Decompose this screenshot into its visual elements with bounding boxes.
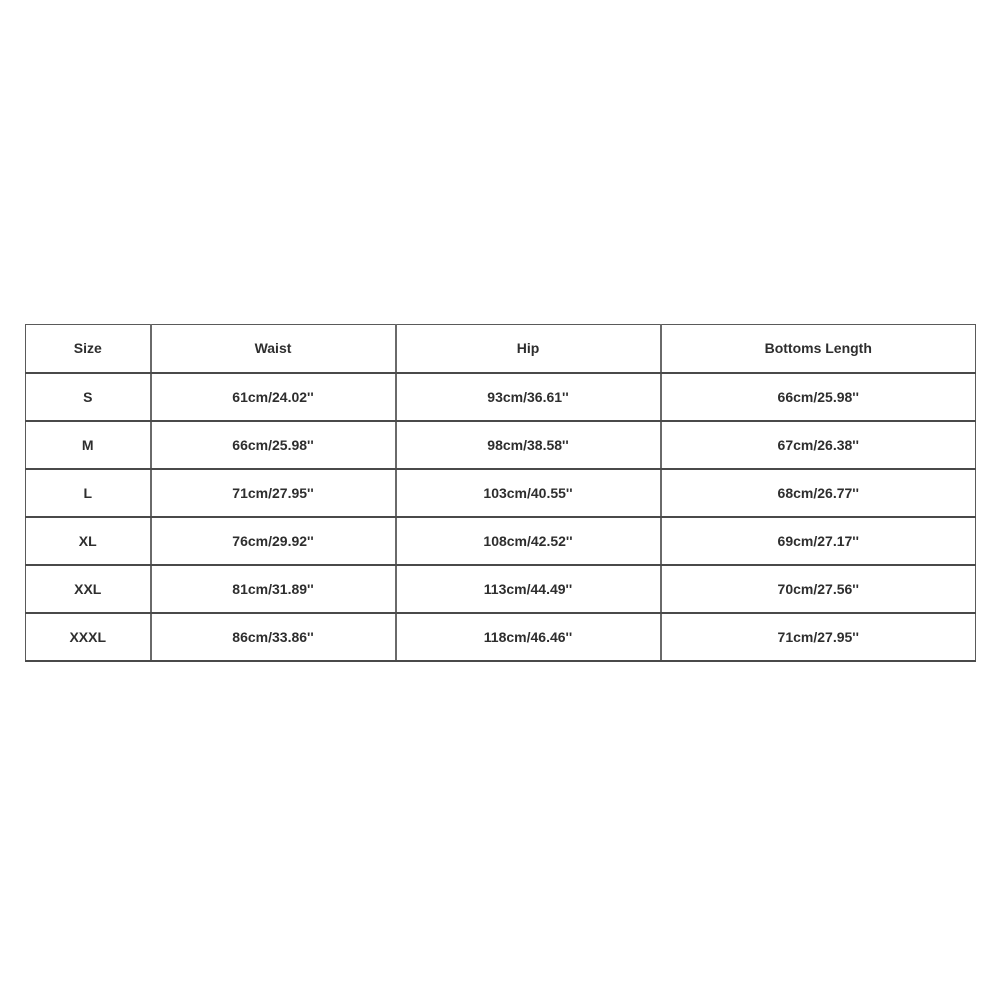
cell-hip: 118cm/46.46'' <box>396 613 661 661</box>
cell-size: S <box>26 373 151 421</box>
cell-hip: 108cm/42.52'' <box>396 517 661 565</box>
cell-size: XXL <box>26 565 151 613</box>
table-row <box>26 373 976 421</box>
table-row <box>26 421 976 469</box>
table-row <box>26 613 976 661</box>
cell-size: L <box>26 469 151 517</box>
cell-size: M <box>26 421 151 469</box>
cell-waist: 66cm/25.98'' <box>151 421 396 469</box>
cell-waist: 61cm/24.02'' <box>151 373 396 421</box>
header-waist: Waist <box>151 325 396 373</box>
cell-waist: 71cm/27.95'' <box>151 469 396 517</box>
table-row <box>26 517 976 565</box>
table-row <box>26 565 976 613</box>
cell-bottoms-length: 67cm/26.38'' <box>661 421 976 469</box>
header-hip: Hip <box>396 325 661 373</box>
cell-bottoms-length: 66cm/25.98'' <box>661 373 976 421</box>
cell-size: XL <box>26 517 151 565</box>
header-size: Size <box>26 325 151 373</box>
cell-size: XXXL <box>26 613 151 661</box>
cell-waist: 86cm/33.86'' <box>151 613 396 661</box>
cell-waist: 76cm/29.92'' <box>151 517 396 565</box>
cell-bottoms-length: 68cm/26.77'' <box>661 469 976 517</box>
cell-waist: 81cm/31.89'' <box>151 565 396 613</box>
cell-bottoms-length: 71cm/27.95'' <box>661 613 976 661</box>
size-chart-table <box>25 324 976 662</box>
cell-hip: 93cm/36.61'' <box>396 373 661 421</box>
cell-bottoms-length: 70cm/27.56'' <box>661 565 976 613</box>
cell-hip: 98cm/38.58'' <box>396 421 661 469</box>
size-chart-header <box>26 325 976 373</box>
table-row <box>26 469 976 517</box>
cell-hip: 113cm/44.49'' <box>396 565 661 613</box>
header-bottoms-length: Bottoms Length <box>661 325 976 373</box>
header-row <box>26 325 976 373</box>
cell-bottoms-length: 69cm/27.17'' <box>661 517 976 565</box>
size-chart-body <box>26 373 976 661</box>
cell-hip: 103cm/40.55'' <box>396 469 661 517</box>
